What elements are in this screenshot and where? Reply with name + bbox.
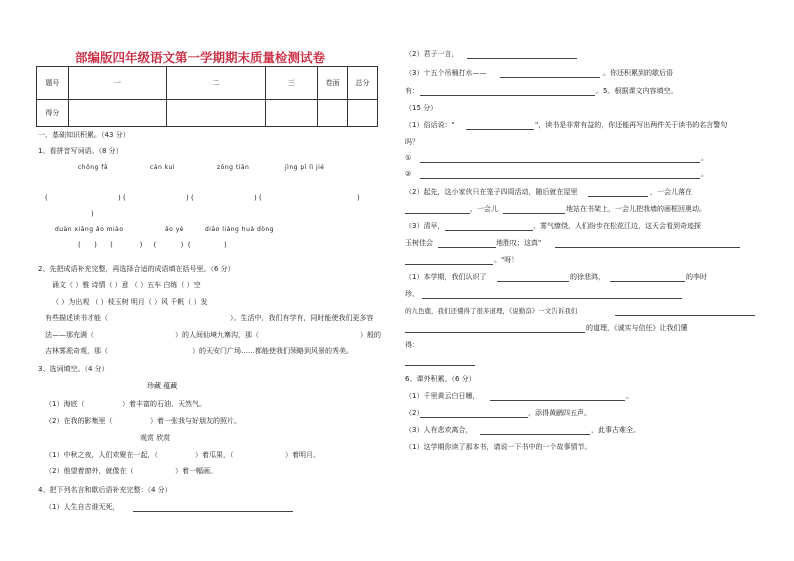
sentence-part: 玉树佳会 bbox=[405, 239, 433, 247]
answer-blank[interactable] bbox=[497, 281, 569, 282]
sentence-part: 地站在书架上，一会儿把我墙的画框回奥动。 bbox=[566, 205, 706, 213]
sentence-part: （2） bbox=[405, 409, 424, 417]
sentence-part: 的道理，《诚实与信任》让我们懂 bbox=[586, 324, 688, 332]
sentence-part: 的李时 bbox=[686, 273, 707, 281]
score-cell[interactable] bbox=[318, 100, 348, 127]
answer-bracket[interactable]: ) ( bbox=[186, 194, 194, 202]
answer-bracket[interactable]: ( ) ( ) ( ) ( ) bbox=[78, 241, 227, 249]
pinyin: cán kuì bbox=[150, 164, 175, 171]
answer-blank[interactable] bbox=[405, 213, 470, 214]
score-header-cell: 二 bbox=[167, 67, 265, 100]
sentence-part: 的徐悲鸿， bbox=[570, 273, 605, 281]
answer-blank[interactable] bbox=[503, 213, 565, 214]
points-label: （15 分） bbox=[405, 104, 438, 112]
score-header-cell: 总分 bbox=[348, 67, 378, 100]
question-2: 2、先把成语补充完整，再选择合适的成语填在括号里。（6 分） bbox=[38, 265, 235, 273]
sentence-part: 的九色鹿，我们还懂得了很多道理，《说勤奋》一文告诉我们 bbox=[405, 307, 578, 315]
answer-blank[interactable] bbox=[500, 77, 600, 78]
idiom-line: 诵文（ ）雅 诗情（ ）意 （ ）五车 白练（ ）空 bbox=[52, 281, 201, 289]
sentence-part: ，一会儿 bbox=[470, 205, 498, 213]
answer-blank[interactable] bbox=[420, 178, 700, 179]
answer-bracket: ) bbox=[91, 210, 94, 218]
sentence-part: （1）俗话说：" bbox=[405, 121, 455, 129]
answer-blank[interactable] bbox=[588, 196, 648, 197]
score-cell[interactable] bbox=[265, 100, 318, 127]
sentence-part: ，添得黄鹂四五声。 bbox=[528, 409, 591, 417]
list-marker: ② bbox=[405, 170, 412, 178]
score-cell[interactable] bbox=[68, 100, 166, 127]
score-header-cell: 题号 bbox=[37, 67, 69, 100]
sentence-part: （1）本学期，我们认识了 bbox=[405, 273, 487, 281]
score-cell[interactable] bbox=[167, 100, 265, 127]
answer-bracket[interactable]: ) bbox=[357, 194, 360, 202]
section-heading: 一、基础知识积累。（43 分） bbox=[38, 131, 130, 139]
sentence-part: 有些描述读书才能（ bbox=[45, 314, 108, 322]
pinyin: jìng pì lì jié bbox=[285, 164, 325, 171]
answer-blank[interactable] bbox=[490, 400, 625, 401]
score-header-cell: 卷面 bbox=[318, 67, 348, 100]
sentence-part: （1）海底（ bbox=[45, 400, 85, 408]
pinyin: duàn xiǎng ǎo miào bbox=[55, 226, 124, 233]
answer-bracket[interactable]: ) ( bbox=[118, 194, 126, 202]
score-table bbox=[36, 66, 378, 127]
sentence-part: （2）君子一言， bbox=[405, 50, 459, 58]
sentence-part: ）般的 bbox=[360, 331, 381, 339]
score-row-label: 得分 bbox=[37, 100, 69, 127]
answer-blank[interactable] bbox=[405, 332, 585, 333]
answer-blank[interactable] bbox=[466, 129, 534, 130]
idiom-line: （ ）为出观 （ ）枝玉树 明月（ ）风 千帆（ ）发 bbox=[52, 298, 208, 306]
score-header-cell: 三 bbox=[265, 67, 318, 100]
question-1: 1、看拼音写词语。（8 分） bbox=[38, 147, 123, 155]
answer-blank[interactable] bbox=[420, 417, 528, 418]
sentence-part: 。"呀！ bbox=[494, 256, 519, 264]
sentence-part: 有： bbox=[405, 87, 419, 95]
sentence-part: 吉林雾凇奇观，那（ bbox=[45, 347, 108, 355]
answer-blank[interactable] bbox=[420, 95, 595, 96]
sentence-part: ）着一幅画。 bbox=[175, 467, 217, 475]
sentence-part: （3）人有悲欢离合， bbox=[405, 426, 473, 434]
sentence-part: ）着一张我与好朋友的照片。 bbox=[150, 417, 241, 425]
exam-title: 部编版四年级语文第一学期期末质量检测试卷 bbox=[75, 50, 326, 65]
question-3: 3、选词填空。（4 分） bbox=[38, 365, 109, 373]
sentence-part: （3）十五个吊桶打水—— bbox=[405, 69, 487, 77]
answer-blank[interactable] bbox=[610, 281, 685, 282]
sentence-part: ，此事古难全。 bbox=[591, 426, 640, 434]
score-header-cell: 一 bbox=[68, 67, 166, 100]
sentence-part: （1）中秋之夜，人们欢聚在一起，（ bbox=[45, 451, 158, 459]
sentence-part: 。你还积累到的歇后语 bbox=[603, 69, 673, 77]
answer-blank[interactable] bbox=[480, 434, 590, 435]
sentence-part: ）。生活中，我们有学有，同时能使我们更多容 bbox=[230, 314, 374, 322]
word-choices: 观赏 欣赏 bbox=[140, 434, 171, 442]
answer-blank[interactable] bbox=[438, 247, 496, 248]
answer-blank[interactable] bbox=[420, 162, 700, 163]
sentence-part: ）着明月。 bbox=[285, 451, 320, 459]
answer-blank[interactable] bbox=[467, 58, 577, 59]
word-choices: 珍藏 蕴藏 bbox=[147, 382, 178, 390]
sentence-part: （1）人生自古谁无死， bbox=[45, 503, 120, 511]
sentence-part: 珍、 bbox=[405, 290, 419, 298]
punctuation: 。 bbox=[701, 154, 708, 162]
sentence-part: （1）千里黄云白日曛， bbox=[405, 392, 480, 400]
sentence-part: 地胜叹；这真" bbox=[496, 239, 542, 247]
sentence-part: （2）他望着窗外，就像在（ bbox=[45, 467, 134, 475]
sentence-part: "，读书是非常有益的，你还能再写出两件关于读书的名言警句 bbox=[535, 121, 728, 129]
punctuation: 。 bbox=[626, 392, 633, 400]
answer-blank[interactable] bbox=[615, 315, 755, 316]
answer-blank[interactable] bbox=[405, 365, 475, 366]
answer-bracket[interactable]: ) ( bbox=[254, 194, 262, 202]
answer-blank[interactable] bbox=[555, 247, 740, 248]
answer-blank[interactable] bbox=[133, 511, 293, 512]
question-4: 4、把下列名言和歇后语补充完整：（4 分） bbox=[38, 486, 172, 494]
pinyin: zōng tiān bbox=[217, 164, 250, 171]
sentence-part: （1）这学期你读了那本书，请说一下书中的一个故事情节。 bbox=[405, 443, 592, 451]
sentence-part: 法——那充满（ bbox=[45, 331, 94, 339]
sentence-part: ）的天安门广场……都能使我们领略到风景的秀美。 bbox=[192, 347, 353, 355]
answer-bracket[interactable]: ( bbox=[45, 194, 48, 202]
sentence-part: （2）起先，这小家伙只在笼子四周活动，随后就在屋里 bbox=[405, 188, 578, 196]
sentence-part: 得： bbox=[405, 341, 419, 349]
pinyin: chōng fǎ bbox=[78, 164, 109, 171]
sentence-part: （2）在我的影集里（ bbox=[45, 417, 113, 425]
list-marker: ① bbox=[405, 154, 412, 162]
pinyin: ǎo yè bbox=[165, 226, 184, 233]
pinyin: diāo liáng huà dòng bbox=[205, 226, 275, 233]
score-cell[interactable] bbox=[348, 100, 378, 127]
answer-blank[interactable] bbox=[445, 230, 533, 231]
sentence-part: ，雾气缭绕，人们纷步在松花江边，这天会看到奇迹探 bbox=[533, 222, 701, 230]
question-6: 6、课外积累。（6 分） bbox=[405, 375, 476, 383]
sentence-part: ，一会儿落在 bbox=[650, 188, 692, 196]
sentence-part: ）的人间仙境九寨沟，那（ bbox=[175, 331, 259, 339]
sentence-part: ）着丰富的石油、天然气。 bbox=[122, 400, 206, 408]
sentence-part: 。5、根据课文内容填空。 bbox=[596, 87, 678, 95]
sentence-part: ）着瓜果，（ bbox=[195, 451, 234, 459]
punctuation: 。 bbox=[701, 170, 708, 178]
answer-blank[interactable] bbox=[405, 264, 493, 265]
sentence-part: （3）清早， bbox=[405, 222, 445, 230]
sentence-part: 吗？ bbox=[405, 138, 419, 146]
answer-blank[interactable] bbox=[422, 298, 682, 299]
